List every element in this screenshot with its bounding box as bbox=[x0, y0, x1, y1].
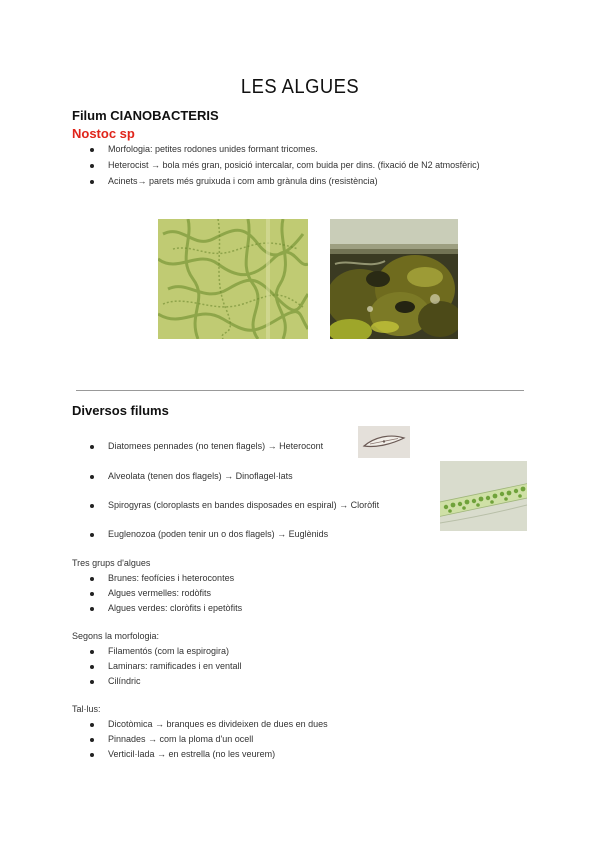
nostoc-bullet-list bbox=[72, 143, 528, 188]
nostoc-microscope-image bbox=[158, 219, 308, 339]
list-item: Spirogyras (cloroplasts en bandes disposades en espiral) → Cloròfit bbox=[72, 499, 432, 512]
list-item: Dicotòmica → branques es divideixen de dues en dues bbox=[72, 718, 512, 731]
list-item: Filamentós (com la espirogira) bbox=[72, 645, 512, 658]
list-item: Heterocist → bola més gran, posició intercalar, com buida per dins. (fixació de N2 atmosfèric) bbox=[72, 159, 528, 172]
morphology-label: Segons la morfologia: bbox=[72, 631, 160, 641]
list-item: Acinets→ parets més gruixuda i com amb grànula dins (resistència) bbox=[72, 175, 528, 188]
list-item: Cilíndric bbox=[72, 675, 512, 688]
list-item: Verticil·lada → en estrella (no les veurem) bbox=[72, 748, 512, 761]
section-heading-cianobacteris: Filum CIANOBACTERIS bbox=[72, 108, 219, 123]
list-item: Algues vermelles: rodòfits bbox=[72, 587, 512, 600]
section-subheading-nostoc: Nostoc sp bbox=[72, 126, 135, 141]
section-heading-diversos-filums: Diversos filums bbox=[72, 403, 169, 418]
list-item: Algues verdes: cloròfits i epetòfits bbox=[72, 602, 512, 615]
spirogyra-image bbox=[440, 461, 527, 531]
morphology-list bbox=[72, 645, 512, 688]
list-item: Diatomees pennades (no tenen flagels) → Heterocont bbox=[72, 440, 412, 453]
diatom-image bbox=[358, 426, 410, 458]
filums-bullet-list-2 bbox=[72, 470, 412, 483]
nostoc-colony-image bbox=[330, 219, 458, 339]
filums-bullet-list-3 bbox=[72, 499, 432, 512]
list-item: Brunes: feofícies i heterocontes bbox=[72, 572, 512, 585]
list-item: Alveolata (tenen dos flagels) → Dinoflagel·lats bbox=[72, 470, 412, 483]
list-item: Pinnades → com la ploma d'un ocell bbox=[72, 733, 512, 746]
tallus-label: Tal·lus: bbox=[72, 704, 101, 714]
list-item: Euglenozoa (poden tenir un o dos flagels) → Euglènids bbox=[72, 528, 412, 541]
groups-label: Tres grups d'algues bbox=[72, 558, 151, 568]
groups-list bbox=[72, 572, 512, 615]
tallus-list bbox=[72, 718, 512, 761]
page-title: LES ALGUES bbox=[240, 76, 360, 98]
section-divider bbox=[76, 390, 524, 391]
filums-bullet-list-4 bbox=[72, 528, 412, 541]
list-item: Laminars: ramificades i en ventall bbox=[72, 660, 512, 673]
list-item: Morfologia: petites rodones unides formant tricomes. bbox=[72, 143, 528, 156]
